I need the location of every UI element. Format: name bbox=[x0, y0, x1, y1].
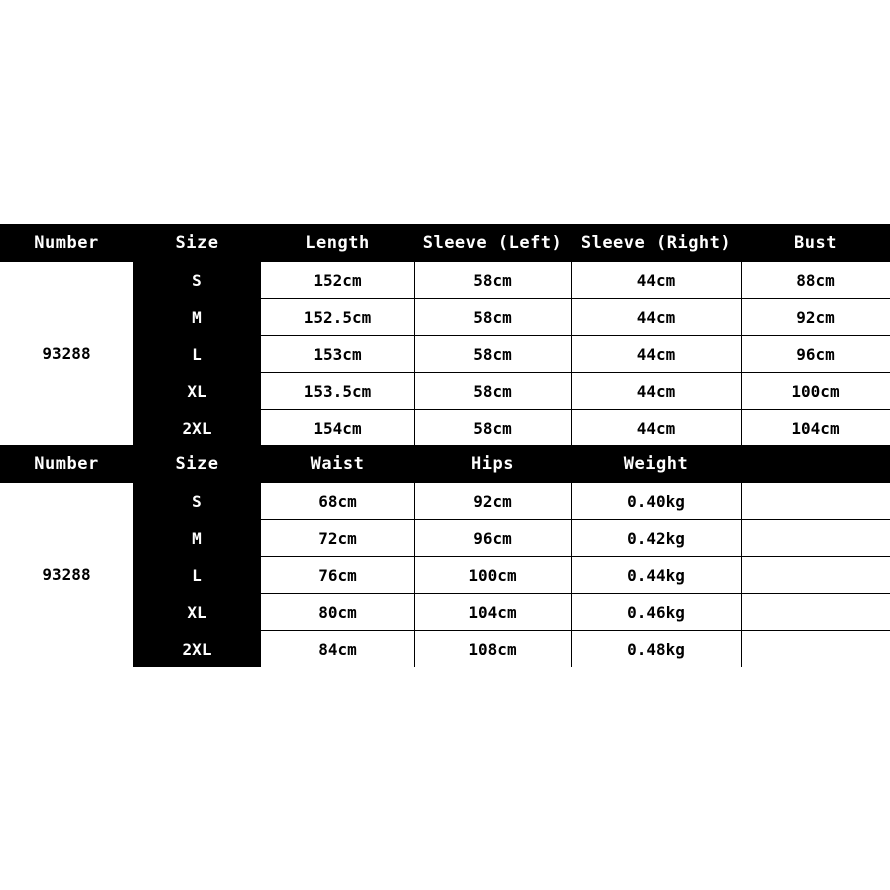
bust-cell: 100cm bbox=[791, 382, 840, 401]
bust-cell: 88cm bbox=[796, 271, 835, 290]
waist-cell: 72cm bbox=[318, 529, 357, 548]
row-divider bbox=[261, 519, 890, 520]
header-sleeve-right: Sleeve (Right) bbox=[580, 233, 732, 253]
length-cell: 153.5cm bbox=[303, 382, 372, 401]
size-label: 2XL bbox=[182, 640, 212, 659]
row-divider bbox=[261, 372, 890, 373]
sleeve-right-cell: 44cm bbox=[636, 419, 676, 438]
size-label: M bbox=[192, 308, 202, 327]
length-cell: 152.5cm bbox=[303, 308, 372, 327]
weight-cell: 0.44kg bbox=[627, 566, 685, 585]
sleeve-left-cell: 58cm bbox=[473, 271, 512, 290]
header-empty bbox=[741, 445, 890, 483]
bust-cell: 96cm bbox=[796, 345, 835, 364]
header-weight: Weight bbox=[623, 454, 689, 474]
table-row bbox=[261, 483, 890, 520]
header-sleeve-left: Sleeve (Left) bbox=[422, 233, 563, 253]
header-size: Size bbox=[175, 233, 219, 253]
size-label: XL bbox=[187, 382, 207, 401]
waist-cell: 80cm bbox=[318, 603, 357, 622]
table2-grid bbox=[261, 483, 890, 667]
column-divider bbox=[741, 483, 742, 667]
waist-cell: 76cm bbox=[318, 566, 357, 585]
size-label: XL bbox=[187, 603, 207, 622]
length-cell: 153cm bbox=[313, 345, 362, 364]
weight-cell: 0.40kg bbox=[627, 492, 685, 511]
column-divider bbox=[571, 483, 572, 667]
sleeve-right-cell: 44cm bbox=[636, 345, 676, 364]
hips-cell: 100cm bbox=[468, 566, 517, 585]
hips-cell: 104cm bbox=[468, 603, 517, 622]
sleeve-left-cell: 58cm bbox=[473, 345, 512, 364]
sleeve-right-cell: 44cm bbox=[636, 382, 676, 401]
waist-cell: 68cm bbox=[318, 492, 357, 511]
header-size: Size bbox=[175, 454, 219, 474]
table-row bbox=[261, 631, 890, 668]
table-row bbox=[261, 336, 890, 373]
header-number: Number bbox=[34, 233, 99, 253]
waist-cell: 84cm bbox=[318, 640, 357, 659]
table-row bbox=[261, 520, 890, 557]
empty-cell bbox=[741, 594, 890, 631]
length-cell: 152cm bbox=[313, 271, 362, 290]
size-label: L bbox=[192, 345, 202, 364]
weight-cell: 0.42kg bbox=[627, 529, 685, 548]
sleeve-left-cell: 58cm bbox=[473, 419, 512, 438]
sleeve-right-cell: 44cm bbox=[636, 308, 676, 327]
table-row bbox=[261, 373, 890, 410]
hips-cell: 92cm bbox=[473, 492, 512, 511]
header-bust: Bust bbox=[794, 233, 837, 253]
table2-header bbox=[0, 445, 890, 483]
row-divider bbox=[261, 593, 890, 594]
table-row bbox=[261, 262, 890, 299]
sleeve-left-cell: 58cm bbox=[473, 308, 512, 327]
column-divider bbox=[414, 262, 415, 445]
table-row bbox=[261, 594, 890, 631]
table1-size-column bbox=[133, 262, 261, 445]
table1-header bbox=[0, 224, 890, 262]
column-divider bbox=[414, 483, 415, 667]
length-cell: 154cm bbox=[313, 419, 362, 438]
row-divider bbox=[261, 630, 890, 631]
column-divider bbox=[741, 262, 742, 445]
header-waist: Waist bbox=[310, 454, 365, 474]
table1-number: 93288 bbox=[42, 344, 91, 363]
row-divider bbox=[261, 335, 890, 336]
row-divider bbox=[261, 409, 890, 410]
table-row bbox=[261, 557, 890, 594]
header-number: Number bbox=[34, 454, 99, 474]
hips-cell: 108cm bbox=[468, 640, 517, 659]
size-label: L bbox=[192, 566, 202, 585]
hips-cell: 96cm bbox=[473, 529, 512, 548]
table2-number: 93288 bbox=[42, 565, 91, 584]
bust-cell: 92cm bbox=[796, 308, 835, 327]
header-hips: Hips bbox=[471, 454, 514, 474]
empty-cell bbox=[741, 557, 890, 594]
weight-cell: 0.48kg bbox=[627, 640, 685, 659]
column-divider bbox=[571, 262, 572, 445]
weight-cell: 0.46kg bbox=[627, 603, 685, 622]
table-row bbox=[261, 410, 890, 447]
size-label: M bbox=[192, 529, 202, 548]
size-label: S bbox=[192, 271, 202, 290]
sleeve-right-cell: 44cm bbox=[636, 271, 676, 290]
header-length: Length bbox=[305, 233, 370, 253]
row-divider bbox=[261, 556, 890, 557]
table-row bbox=[261, 299, 890, 336]
empty-cell bbox=[741, 631, 890, 668]
bust-cell: 104cm bbox=[791, 419, 840, 438]
empty-cell bbox=[741, 520, 890, 557]
size-label: 2XL bbox=[182, 419, 212, 438]
sleeve-left-cell: 58cm bbox=[473, 382, 512, 401]
table1-grid bbox=[261, 262, 890, 445]
size-label: S bbox=[192, 492, 202, 511]
empty-cell bbox=[741, 483, 890, 520]
row-divider bbox=[261, 298, 890, 299]
table2-size-column bbox=[133, 483, 261, 667]
